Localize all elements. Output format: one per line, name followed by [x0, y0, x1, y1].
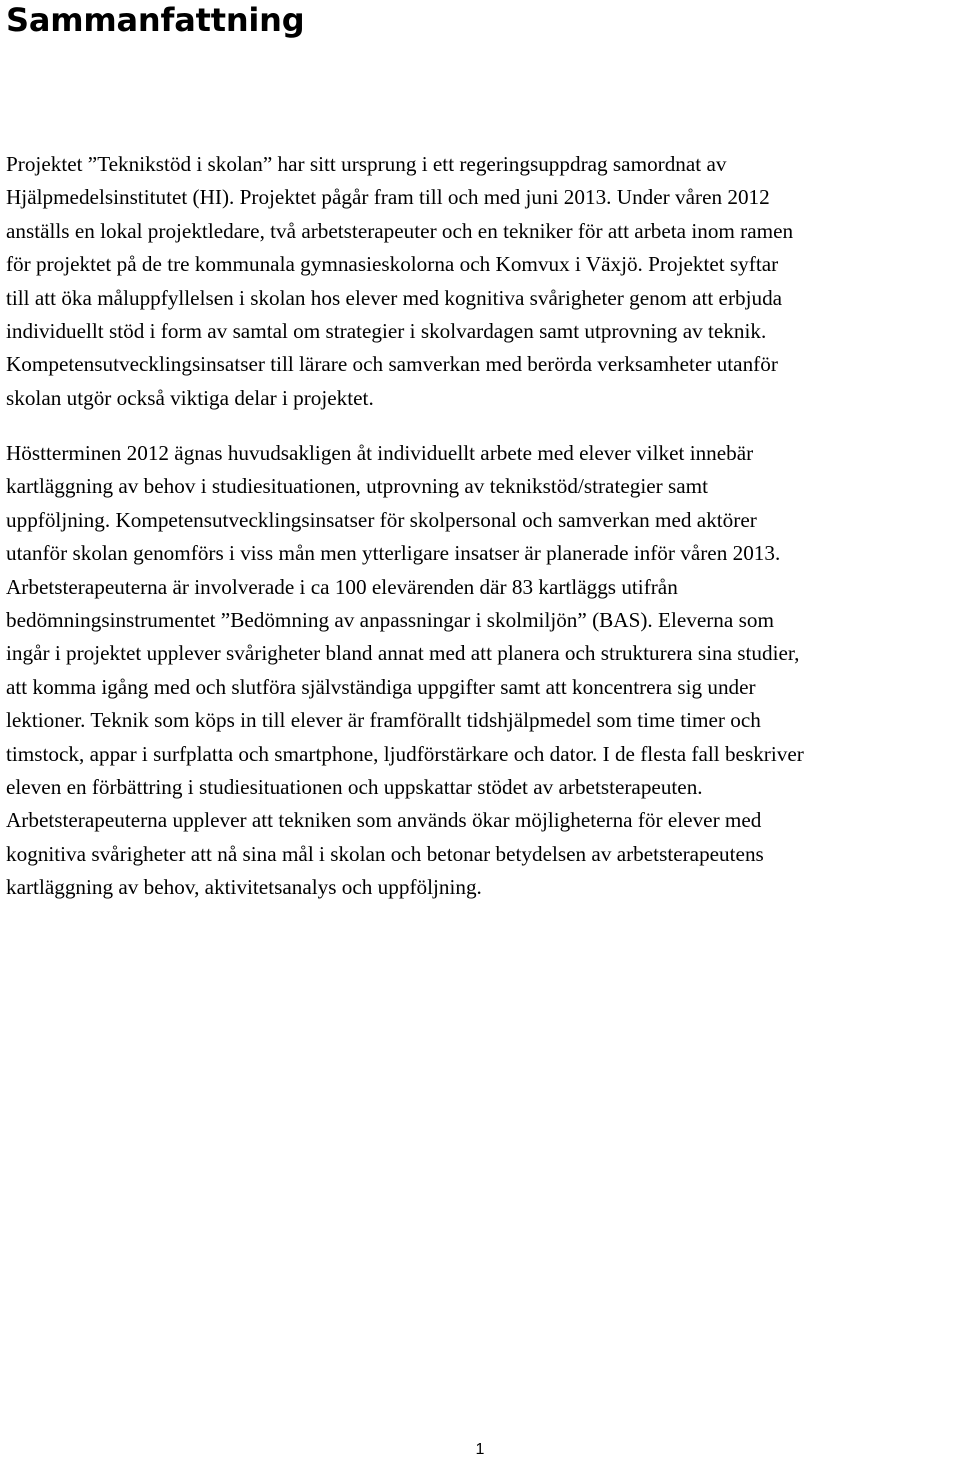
paragraph-2 [6, 437, 958, 905]
paragraph-1 [6, 148, 958, 415]
paragraph-line: ingår i projektet upplever svårigheter bland annat med att planera och strukturera sina studier, [6, 641, 800, 666]
paragraph-line: Projektet ”Teknikstöd i skolan” har sitt ursprung i ett regeringsuppdrag samordnat av [6, 152, 727, 176]
page-number: 1 [475, 1441, 485, 1458]
page-heading: Sammanfattning [6, 1, 305, 39]
paragraph-line: utanför skolan genomförs i viss mån men ytterligare insatser är planerade inför våren 2013. [6, 541, 781, 566]
paragraph-line: till att öka måluppfyllelsen i skolan hos elever med kognitiva svårigheter genom att erbjuda [6, 285, 783, 310]
paragraph-line: Arbetsterapeuterna upplever att tekniken som används ökar möjligheterna för elever med [6, 808, 762, 833]
paragraph-line: för projektet på de tre kommunala gymnasieskolorna och Komvux i Växjö. Projektet syftar [6, 252, 779, 277]
paragraph-line: kartläggning av behov, aktivitetsanalys och uppföljning. [6, 875, 482, 900]
paragraph-line: Arbetsterapeuterna är involverade i ca 100 elevärenden där 83 kartläggs utifrån [6, 574, 678, 599]
paragraph-line: Hjälpmedelsinstitutet (HI). Projektet pågår fram till och med juni 2013. Under våren 2012 [6, 185, 770, 210]
paragraph-line: eleven en förbättring i studiesituationen och uppskattar stödet av arbetsterapeuten. [6, 775, 703, 800]
paragraph-line: individuellt stöd i form av samtal om strategier i skolvardagen samt utprovning av teknik. [6, 319, 767, 344]
paragraph-line: lektioner. Teknik som köps in till elever är framförallt tidshjälpmedel som time timer och [6, 708, 761, 733]
paragraph-line: bedömningsinstrumentet ”Bedömning av anpassningar i skolmiljön” (BAS). Eleverna som [6, 608, 774, 633]
paragraph-line: kognitiva svårigheter att nå sina mål i skolan och betonar betydelsen av arbetsterapeutens [6, 841, 764, 866]
paragraph-line: att komma igång med och slutföra självständiga uppgifter samt att koncentrera sig under [6, 674, 756, 699]
paragraph-line: skolan utgör också viktiga delar i projektet. [6, 385, 374, 410]
paragraph-line: anställs en lokal projektledare, två arbetsterapeuter och en tekniker för att arbeta inom ramen [6, 218, 794, 243]
paragraph-line: uppföljning. Kompetensutvecklingsinsatser för skolpersonal och samverkan med aktörer [6, 507, 757, 532]
paragraph-line: Höstterminen 2012 ägnas huvudsakligen åt individuellt arbete med elever vilket innebär [6, 441, 754, 465]
paragraph-line: timstock, appar i surfplatta och smartphone, ljudförstärkare och dator. I de flesta fall beskriver [6, 741, 804, 766]
paragraph-line: Kompetensutvecklingsinsatser till lärare och samverkan med berörda verksamheter utanför [6, 352, 778, 377]
paragraph-line: kartläggning av behov i studiesituationen, utprovning av teknikstöd/strategier samt [6, 474, 708, 499]
